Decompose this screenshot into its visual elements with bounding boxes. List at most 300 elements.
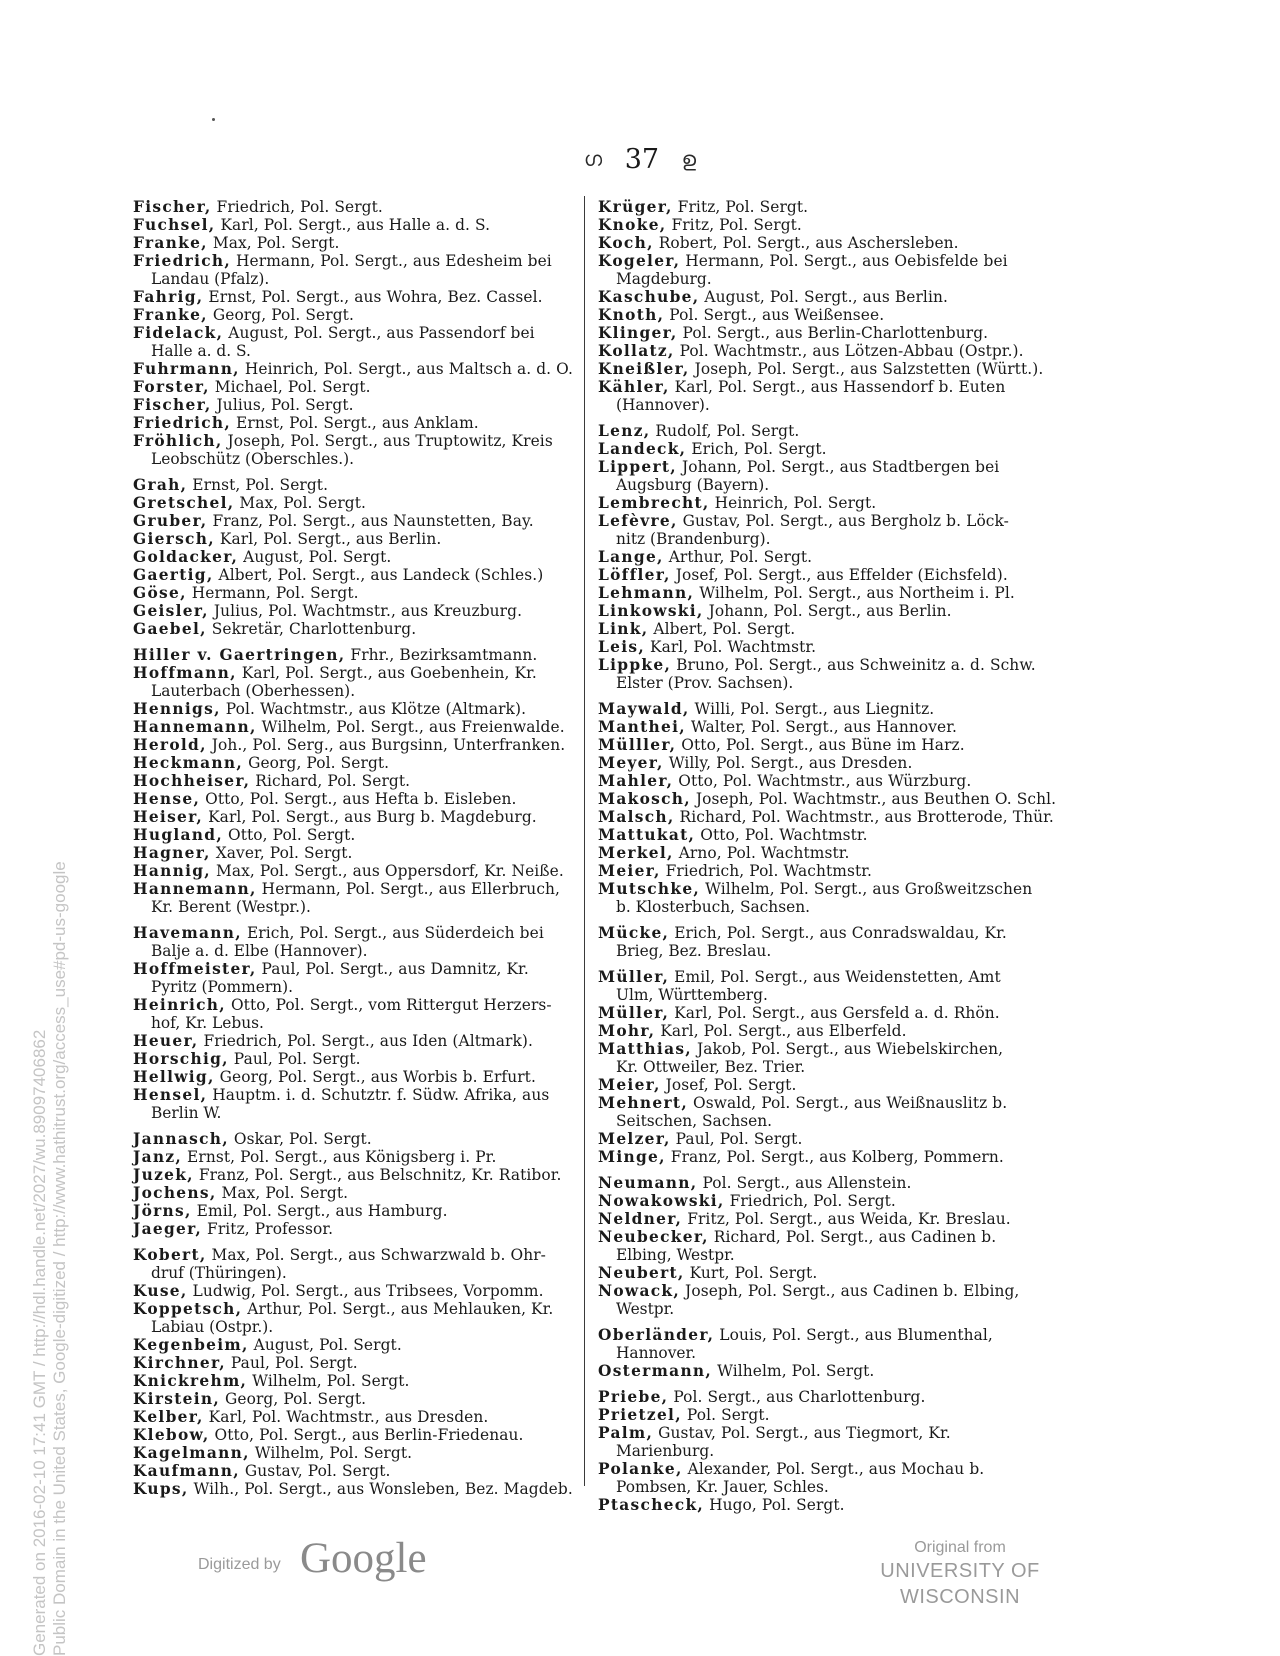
entry-name: Knickrehm, bbox=[133, 1372, 248, 1390]
entry-details: Friedrich, Pol. Sergt. bbox=[724, 1192, 896, 1210]
entry-details: Karl, Pol. Sergt., aus Goebenhein, Kr. bbox=[236, 664, 537, 682]
entry-details: Gustav, Pol. Sergt., aus Bergholz b. Löck- bbox=[677, 512, 1009, 530]
entry-name: Lippert, bbox=[598, 458, 677, 476]
entry-details: Hermann, Pol. Sergt., aus Oebisfelde bei bbox=[680, 252, 1008, 270]
entry-continuation: Elster (Prov. Sachsen). bbox=[616, 674, 794, 692]
entry-name: Kneißler, bbox=[598, 360, 690, 378]
entry-details: Karl, Pol. Sergt., aus Gersfeld a. d. Rhön. bbox=[669, 1004, 1000, 1022]
entry-details: Max, Pol. Sergt., aus Oppersdorf, Kr. Neiße. bbox=[210, 862, 564, 880]
entry-name: Hoffmann, bbox=[133, 664, 237, 682]
entry-name: Geisler, bbox=[133, 602, 209, 620]
entry-name: Neumann, bbox=[598, 1174, 698, 1192]
right-column bbox=[598, 198, 1057, 1514]
entry-name: Herold, bbox=[133, 736, 207, 754]
entry-details: Louis, Pol. Sergt., aus Blumenthal, bbox=[714, 1326, 993, 1344]
entry-details: Ernst, Pol. Sergt. bbox=[187, 476, 329, 494]
entry-name: Franke, bbox=[133, 306, 208, 324]
ornament-right-icon: ഉ bbox=[681, 147, 697, 171]
entry-details: Fritz, Pol. Sergt. bbox=[666, 216, 802, 234]
list-item bbox=[133, 924, 583, 960]
list-item bbox=[133, 996, 583, 1032]
list-item bbox=[133, 880, 583, 916]
entry-details: Erich, Pol. Sergt., aus Süderdeich bei bbox=[241, 924, 544, 942]
entry-name: Lehmann, bbox=[598, 584, 695, 602]
entry-details: Georg, Pol. Sergt. bbox=[243, 754, 390, 772]
entry-continuation: Elbing, Westpr. bbox=[616, 1246, 735, 1264]
entry-continuation: Berlin W. bbox=[151, 1104, 222, 1122]
entry-name: Müller, bbox=[598, 1004, 670, 1022]
entry-details: Paul, Pol. Sergt. bbox=[670, 1130, 803, 1148]
entry-name: Jaeger, bbox=[133, 1220, 203, 1238]
entry-details: Karl, Pol. Sergt., aus Elberfeld. bbox=[655, 1022, 907, 1040]
list-item bbox=[598, 1424, 1048, 1460]
list-item bbox=[598, 422, 1048, 440]
entry-name: Mahler, bbox=[598, 772, 674, 790]
list-item bbox=[598, 602, 1048, 620]
list-item bbox=[133, 1166, 583, 1184]
list-item bbox=[133, 1408, 583, 1426]
entry-details: Otto, Pol. Sergt., aus Hefta b. Eisleben. bbox=[200, 790, 517, 808]
list-item bbox=[598, 1040, 1048, 1076]
list-item bbox=[598, 1460, 1048, 1496]
list-item bbox=[598, 252, 1048, 288]
entry-details: Karl, Pol. Sergt., aus Burg b. Magdeburg. bbox=[203, 808, 537, 826]
list-item bbox=[133, 808, 583, 826]
list-item bbox=[598, 638, 1048, 656]
list-item bbox=[598, 198, 1048, 216]
entry-name: Ptascheck, bbox=[598, 1496, 705, 1514]
entry-name: Horschig, bbox=[133, 1050, 229, 1068]
entry-name: Franke, bbox=[133, 234, 208, 252]
list-item bbox=[598, 1192, 1048, 1210]
entry-details: Walter, Pol. Sergt., aus Hannover. bbox=[685, 718, 957, 736]
entry-details: Robert, Pol. Sergt., aus Aschersleben. bbox=[653, 234, 959, 252]
entry-name: Fahrig, bbox=[133, 288, 204, 306]
entry-name: Nowakowski, bbox=[598, 1192, 725, 1210]
entry-details: August, Pol. Sergt. bbox=[238, 548, 392, 566]
entry-name: Kollatz, bbox=[598, 342, 675, 360]
entry-name: Koppetsch, bbox=[133, 1300, 243, 1318]
list-item bbox=[133, 772, 583, 790]
entry-details: August, Pol. Sergt. bbox=[248, 1336, 402, 1354]
list-item bbox=[133, 198, 583, 216]
entry-name: Malsch, bbox=[598, 808, 675, 826]
entry-details: Emil, Pol. Sergt., aus Hamburg. bbox=[191, 1202, 448, 1220]
list-item bbox=[598, 1174, 1048, 1192]
entry-name: Knoth, bbox=[598, 306, 665, 324]
entry-name: Fischer, bbox=[133, 396, 212, 414]
entry-details: Max, Pol. Sergt. bbox=[234, 494, 367, 512]
list-item bbox=[133, 620, 583, 638]
entry-details: Joseph, Pol. Sergt., aus Cadinen b. Elbing, bbox=[680, 1282, 1020, 1300]
entry-name: Löffler, bbox=[598, 566, 671, 584]
entry-details: Fritz, Professor. bbox=[202, 1220, 334, 1238]
entry-name: Melzer, bbox=[598, 1130, 671, 1148]
list-item bbox=[133, 826, 583, 844]
entry-name: Palm, bbox=[598, 1424, 654, 1442]
entry-continuation: Labiau (Ostpr.). bbox=[151, 1318, 274, 1336]
entry-name: Jochens, bbox=[133, 1184, 217, 1202]
entry-details: Otto, Pol. Sergt., vom Rittergut Herzers- bbox=[225, 996, 552, 1014]
entry-name: Kirstein, bbox=[133, 1390, 220, 1408]
entry-details: Hermann, Pol. Sergt., aus Ellerbruch, bbox=[256, 880, 561, 898]
entry-details: Wilhelm, Pol. Sergt. bbox=[712, 1362, 875, 1380]
entry-name: Gaebel, bbox=[133, 620, 207, 638]
entry-name: Nowack, bbox=[598, 1282, 681, 1300]
list-item bbox=[598, 1210, 1048, 1228]
entry-name: Kuse, bbox=[133, 1282, 188, 1300]
entry-name: Kagelmann, bbox=[133, 1444, 250, 1462]
entry-details: Josef, Pol. Sergt. bbox=[660, 1076, 797, 1094]
entry-details: Georg, Pol. Sergt. bbox=[207, 306, 354, 324]
entry-details: Pol. Sergt., aus Allenstein. bbox=[697, 1174, 912, 1192]
entry-details: Frhr., Bezirksamtmann. bbox=[345, 646, 538, 664]
entry-continuation: Augsburg (Bayern). bbox=[616, 476, 770, 494]
entry-name: Polanke, bbox=[598, 1460, 683, 1478]
list-item bbox=[133, 360, 583, 378]
entry-continuation: hof, Kr. Lebus. bbox=[151, 1014, 264, 1032]
list-item bbox=[133, 1426, 583, 1444]
entry-details: Pol. Wachtmstr., aus Klötze (Altmark). bbox=[220, 700, 527, 718]
entry-details: Wilhelm, Pol. Sergt. bbox=[249, 1444, 413, 1462]
list-item bbox=[133, 1246, 583, 1282]
list-item bbox=[598, 234, 1048, 252]
entry-name: Jörns, bbox=[133, 1202, 192, 1220]
list-item bbox=[133, 718, 583, 736]
entry-details: Bruno, Pol. Sergt., aus Schweinitz a. d. Schw. bbox=[671, 656, 1036, 674]
entry-details: Richard, Pol. Sergt. bbox=[250, 772, 411, 790]
entry-name: Forster, bbox=[133, 378, 210, 396]
entry-details: Hermann, Pol. Sergt., aus Edesheim bei bbox=[231, 252, 552, 270]
entry-details: Pol. Sergt., aus Weißensee. bbox=[664, 306, 885, 324]
list-item bbox=[133, 548, 583, 566]
entry-details: Fritz, Pol. Sergt. bbox=[672, 198, 809, 216]
list-item bbox=[133, 1130, 583, 1148]
entry-details: Alexander, Pol. Sergt., aus Mochau b. bbox=[682, 1460, 985, 1478]
entry-name: Fuchsel, bbox=[133, 216, 216, 234]
list-item bbox=[133, 700, 583, 718]
google-logo: Google bbox=[300, 1535, 427, 1582]
original-from bbox=[820, 1538, 1100, 1610]
entry-name: Gruber, bbox=[133, 512, 208, 530]
entry-continuation: Marienburg. bbox=[616, 1442, 715, 1460]
list-item bbox=[598, 718, 1048, 736]
entry-continuation: Kr. Ottweiler, Bez. Trier. bbox=[616, 1058, 806, 1076]
entry-details: Joseph, Pol. Wachtmstr., aus Beuthen O. Schl. bbox=[690, 790, 1057, 808]
list-item bbox=[133, 1444, 583, 1462]
ornament-left-icon: ഗ bbox=[583, 147, 603, 171]
entry-details: Otto, Pol. Sergt., aus Berlin-Friedenau. bbox=[209, 1426, 524, 1444]
list-item bbox=[133, 664, 583, 700]
entry-name: Neubert, bbox=[598, 1264, 685, 1282]
entry-name: Mutschke, bbox=[598, 880, 701, 898]
entry-name: Göse, bbox=[133, 584, 187, 602]
list-item bbox=[133, 1202, 583, 1220]
list-item bbox=[598, 1228, 1048, 1264]
entry-details: Willy, Pol. Sergt., aus Dresden. bbox=[663, 754, 913, 772]
entry-name: Kelber, bbox=[133, 1408, 204, 1426]
entry-details: Johann, Pol. Sergt., aus Stadtbergen bei bbox=[676, 458, 1000, 476]
list-item bbox=[598, 1004, 1048, 1022]
entry-name: Prietzel, bbox=[598, 1406, 682, 1424]
entry-details: Johann, Pol. Sergt., aus Berlin. bbox=[703, 602, 952, 620]
list-item bbox=[133, 476, 583, 494]
entry-details: Friedrich, Pol. Sergt. bbox=[211, 198, 383, 216]
entry-name: Hannemann, bbox=[133, 880, 257, 898]
list-item bbox=[598, 1406, 1048, 1424]
digitized-by-label: Digitized by bbox=[198, 1556, 281, 1573]
entry-details: Paul, Pol. Sergt., aus Damnitz, Kr. bbox=[256, 960, 529, 978]
entry-continuation: nitz (Brandenburg). bbox=[616, 530, 771, 548]
list-item bbox=[133, 736, 583, 754]
entry-name: Grah, bbox=[133, 476, 188, 494]
list-item bbox=[598, 772, 1048, 790]
entry-details: Franz, Pol. Sergt., aus Naunstetten, Bay. bbox=[207, 512, 534, 530]
list-item bbox=[133, 378, 583, 396]
list-item bbox=[598, 700, 1048, 718]
entry-name: Neubecker, bbox=[598, 1228, 709, 1246]
list-item bbox=[598, 1022, 1048, 1040]
list-item bbox=[133, 494, 583, 512]
list-item bbox=[598, 1496, 1048, 1514]
entry-name: Kirchner, bbox=[133, 1354, 226, 1372]
list-item bbox=[133, 306, 583, 324]
entry-details: Albert, Pol. Sergt. bbox=[648, 620, 796, 638]
list-item bbox=[133, 584, 583, 602]
list-item bbox=[598, 656, 1048, 692]
entry-details: Gustav, Pol. Sergt., aus Tiegmort, Kr. bbox=[653, 1424, 951, 1442]
list-item bbox=[133, 754, 583, 772]
entry-name: Hellwig, bbox=[133, 1068, 215, 1086]
entry-continuation: Hannover. bbox=[616, 1344, 697, 1362]
entry-name: Fuhrmann, bbox=[133, 360, 240, 378]
entry-details: Michael, Pol. Sergt. bbox=[209, 378, 371, 396]
entry-details: Georg, Pol. Sergt., aus Worbis b. Erfurt. bbox=[214, 1068, 536, 1086]
entry-name: Mehnert, bbox=[598, 1094, 688, 1112]
entry-details: Max, Pol. Sergt. bbox=[207, 234, 340, 252]
list-item bbox=[133, 790, 583, 808]
entry-details: August, Pol. Sergt., aus Berlin. bbox=[699, 288, 948, 306]
entry-continuation: Westpr. bbox=[616, 1300, 675, 1318]
entry-name: Hiller v. Gaertringen, bbox=[133, 646, 346, 664]
entry-name: Hennigs, bbox=[133, 700, 221, 718]
entry-continuation: Brieg, Bez. Breslau. bbox=[616, 942, 772, 960]
list-item bbox=[598, 1326, 1048, 1362]
list-item bbox=[598, 924, 1048, 960]
list-item bbox=[598, 378, 1048, 414]
entry-details: Karl, Pol. Wachtmstr. bbox=[644, 638, 817, 656]
list-item bbox=[133, 1390, 583, 1408]
entry-continuation: Magdeburg. bbox=[616, 270, 712, 288]
list-item bbox=[133, 1282, 583, 1300]
page-number-header bbox=[0, 142, 1280, 176]
entry-details: Franz, Pol. Sergt., aus Kolberg, Pommern. bbox=[665, 1148, 1004, 1166]
digitized-by-google bbox=[198, 1528, 458, 1588]
entry-details: Kurt, Pol. Sergt. bbox=[684, 1264, 818, 1282]
entry-details: Georg, Pol. Sergt. bbox=[220, 1390, 367, 1408]
entry-name: Lippke, bbox=[598, 656, 672, 674]
list-item bbox=[133, 1372, 583, 1390]
list-item bbox=[598, 566, 1048, 584]
list-item bbox=[598, 1282, 1048, 1318]
watermark-line-1: Generated on 2016-02-10 17:41 GMT / http://hdl.handle.net/2027/wu.89097406862 bbox=[30, 1029, 49, 1656]
entry-details: Friedrich, Pol. Sergt., aus Iden (Altmark). bbox=[198, 1032, 534, 1050]
list-item bbox=[598, 324, 1048, 342]
list-item bbox=[598, 1148, 1048, 1166]
entry-name: Merkel, bbox=[598, 844, 674, 862]
entry-name: Kobert, bbox=[133, 1246, 207, 1264]
list-item bbox=[598, 1130, 1048, 1148]
entry-name: Müller, bbox=[598, 968, 670, 986]
entry-name: Heiser, bbox=[133, 808, 204, 826]
entry-name: Juzek, bbox=[133, 1166, 194, 1184]
entry-details: Paul, Pol. Sergt. bbox=[225, 1354, 358, 1372]
entry-continuation: Halle a. d. S. bbox=[151, 342, 251, 360]
list-item bbox=[133, 566, 583, 584]
entry-name: Goldacker, bbox=[133, 548, 239, 566]
entry-details: Heinrich, Pol. Sergt. bbox=[709, 494, 877, 512]
entry-details: Ernst, Pol. Sergt., aus Anklam. bbox=[231, 414, 479, 432]
entry-continuation: (Hannover). bbox=[616, 396, 710, 414]
entry-name: Meier, bbox=[598, 862, 661, 880]
entry-details: Arthur, Pol. Sergt., aus Mehlauken, Kr. bbox=[242, 1300, 554, 1318]
entry-name: Klebow, bbox=[133, 1426, 210, 1444]
entry-name: Kups, bbox=[133, 1480, 189, 1498]
entry-name: Hagner, bbox=[133, 844, 211, 862]
list-item bbox=[133, 512, 583, 530]
entry-details: Otto, Pol. Sergt., aus Büne im Harz. bbox=[676, 736, 965, 754]
entry-name: Maywald, bbox=[598, 700, 690, 718]
page-number: 37 bbox=[624, 144, 660, 175]
list-item bbox=[598, 1264, 1048, 1282]
list-item bbox=[598, 826, 1048, 844]
entry-details: Erich, Pol. Sergt. bbox=[686, 440, 827, 458]
entry-name: Kaufmann, bbox=[133, 1462, 240, 1480]
list-item bbox=[598, 584, 1048, 602]
entry-name: Hoffmeister, bbox=[133, 960, 257, 978]
list-item bbox=[598, 736, 1048, 754]
list-item bbox=[598, 216, 1048, 234]
entry-name: Hensel, bbox=[133, 1086, 208, 1104]
entry-details: Pol. Wachtmstr., aus Lötzen-Abbau (Ostpr.). bbox=[674, 342, 1024, 360]
entry-name: Hannemann, bbox=[133, 718, 257, 736]
entry-name: Ostermann, bbox=[598, 1362, 713, 1380]
list-item bbox=[133, 324, 583, 360]
list-item bbox=[598, 968, 1048, 1004]
entry-name: Hochheiser, bbox=[133, 772, 251, 790]
entry-name: Hugland, bbox=[133, 826, 224, 844]
entry-details: Xaver, Pol. Sergt. bbox=[210, 844, 353, 862]
list-item bbox=[598, 288, 1048, 306]
list-item bbox=[598, 548, 1048, 566]
entry-details: August, Pol. Sergt., aus Passendorf bei bbox=[223, 324, 535, 342]
list-item bbox=[133, 1032, 583, 1050]
entry-details: Oskar, Pol. Sergt. bbox=[228, 1130, 372, 1148]
entry-name: Makosch, bbox=[598, 790, 691, 808]
entry-details: Arthur, Pol. Sergt. bbox=[663, 548, 813, 566]
list-item bbox=[133, 1148, 583, 1166]
entry-name: Heinrich, bbox=[133, 996, 226, 1014]
list-item bbox=[133, 1480, 583, 1498]
entry-details: Willi, Pol. Sergt., aus Liegnitz. bbox=[689, 700, 935, 718]
list-item bbox=[133, 646, 583, 664]
entry-details: Ludwig, Pol. Sergt., aus Tribsees, Vorpomm. bbox=[187, 1282, 544, 1300]
entry-name: Heuer, bbox=[133, 1032, 199, 1050]
entry-name: Klinger, bbox=[598, 324, 678, 342]
entry-name: Landeck, bbox=[598, 440, 687, 458]
list-item bbox=[598, 1094, 1048, 1130]
entry-continuation: Pombsen, Kr. Jauer, Schles. bbox=[616, 1478, 829, 1496]
entry-name: Minge, bbox=[598, 1148, 666, 1166]
list-item bbox=[133, 1184, 583, 1202]
list-item bbox=[133, 1086, 583, 1122]
entry-name: Kogeler, bbox=[598, 252, 681, 270]
entry-details: Otto, Pol. Sergt. bbox=[223, 826, 356, 844]
entry-name: Lange, bbox=[598, 548, 664, 566]
entry-details: Pol. Sergt., aus Charlottenburg. bbox=[668, 1388, 926, 1406]
entry-continuation: Kr. Berent (Westpr.). bbox=[151, 898, 311, 916]
university-label: UNIVERSITY OF WISCONSIN bbox=[880, 1560, 1040, 1608]
entry-details: Fritz, Pol. Sergt., aus Weida, Kr. Breslau. bbox=[682, 1210, 1011, 1228]
entry-details: Wilh., Pol. Sergt., aus Wonsleben, Bez. Magdeb. bbox=[188, 1480, 573, 1498]
entry-name: Krüger, bbox=[598, 198, 673, 216]
entry-details: Paul, Pol. Sergt. bbox=[228, 1050, 361, 1068]
entry-details: Gustav, Pol. Sergt. bbox=[239, 1462, 391, 1480]
list-item bbox=[133, 862, 583, 880]
entry-details: Julius, Pol. Sergt. bbox=[211, 396, 354, 414]
entry-details: Julius, Pol. Wachtmstr., aus Kreuzburg. bbox=[208, 602, 523, 620]
list-item bbox=[598, 790, 1057, 808]
list-item bbox=[598, 880, 1048, 916]
list-item bbox=[598, 306, 1048, 324]
entry-name: Mattukat, bbox=[598, 826, 696, 844]
list-item bbox=[598, 754, 1048, 772]
entry-details: Wilhelm, Pol. Sergt., aus Freienwalde. bbox=[256, 718, 565, 736]
list-item bbox=[133, 252, 583, 288]
entry-details: Sekretär, Charlottenburg. bbox=[206, 620, 417, 638]
entry-name: Lefèvre, bbox=[598, 512, 678, 530]
entry-name: Oberländer, bbox=[598, 1326, 715, 1344]
entry-details: Hermann, Pol. Sergt. bbox=[186, 584, 359, 602]
entry-continuation: Leobschütz (Oberschles.). bbox=[151, 450, 355, 468]
entry-details: Otto, Pol. Wachtmstr. bbox=[695, 826, 868, 844]
entry-name: Kaschube, bbox=[598, 288, 700, 306]
entry-name: Heckmann, bbox=[133, 754, 244, 772]
list-item bbox=[133, 960, 583, 996]
list-item bbox=[133, 234, 583, 252]
entry-details: Albert, Pol. Sergt., aus Landeck (Schles.) bbox=[213, 566, 544, 584]
entry-details: Karl, Pol. Sergt., aus Halle a. d. S. bbox=[215, 216, 491, 234]
entry-name: Mülller, bbox=[598, 736, 677, 754]
list-item bbox=[133, 414, 583, 432]
entry-name: Fröhlich, bbox=[133, 432, 223, 450]
entry-name: Matthias, bbox=[598, 1040, 692, 1058]
entry-details: Karl, Pol. Sergt., aus Berlin. bbox=[214, 530, 442, 548]
list-item bbox=[133, 844, 583, 862]
entry-continuation: Ulm, Württemberg. bbox=[616, 986, 768, 1004]
entry-name: Leis, bbox=[598, 638, 645, 656]
entry-name: Gretschel, bbox=[133, 494, 235, 512]
entry-details: Pol. Sergt. bbox=[681, 1406, 770, 1424]
entry-details: Ernst, Pol. Sergt., aus Wohra, Bez. Cassel. bbox=[203, 288, 543, 306]
entry-details: Ernst, Pol. Sergt., aus Königsberg i. Pr. bbox=[182, 1148, 497, 1166]
list-item bbox=[598, 512, 1048, 548]
entry-name: Neldner, bbox=[598, 1210, 683, 1228]
entry-continuation: b. Klosterbuch, Sachsen. bbox=[616, 898, 811, 916]
list-item bbox=[598, 844, 1048, 862]
entry-details: Emil, Pol. Sergt., aus Weidenstetten, Amt bbox=[669, 968, 1001, 986]
entry-name: Gaertig, bbox=[133, 566, 214, 584]
